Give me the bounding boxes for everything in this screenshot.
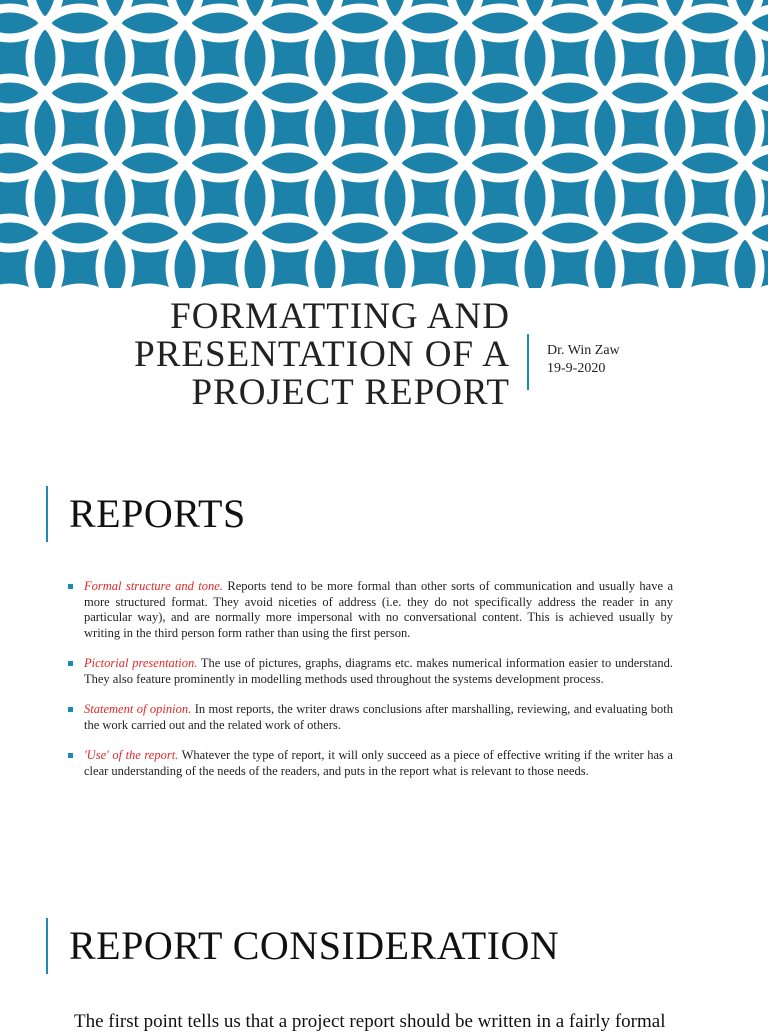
report-consideration-heading: REPORT CONSIDERATION (69, 923, 560, 968)
presentation-date: 19-9-2020 (547, 361, 606, 376)
consideration-accent-bar (46, 918, 48, 974)
reports-accent-bar (46, 486, 48, 542)
presentation-title (40, 298, 510, 412)
square-bullet-icon (68, 753, 73, 758)
reports-heading: REPORTS (69, 491, 246, 536)
bullet-term: Formal structure and tone. (84, 579, 223, 593)
consideration-body-text: The first point tells us that a project report should be written in a fairly formal (74, 1011, 666, 1032)
bullet-statement-of-opinion (66, 702, 673, 733)
reports-bullet-list (66, 579, 673, 794)
decorative-circle-pattern-banner (0, 0, 768, 288)
title-line: PRESENTATION OF A (134, 334, 510, 375)
bullet-text: The use of pictures, graphs, diagrams etc. makes numerical information easier to understand. They also feature prominently in modelling methods used throughout the systems development process. (84, 656, 673, 686)
bullet-formal-structure (66, 579, 673, 641)
author-info (547, 342, 620, 378)
bullet-term: Statement of opinion. (84, 702, 192, 716)
bullet-text: In most reports, the writer draws conclusions after marshalling, reviewing, and evaluating both the work carried out and the related work of others. (84, 702, 674, 732)
bullet-term: 'Use' of the report. (84, 748, 179, 762)
title-line: FORMATTING AND (170, 296, 510, 337)
bullet-use-of-report (66, 748, 673, 779)
bullet-term: Pictorial presentation. (84, 656, 198, 670)
square-bullet-icon (68, 584, 73, 589)
bullet-pictorial-presentation (66, 656, 673, 687)
square-bullet-icon (68, 707, 73, 712)
author-name: Dr. Win Zaw (547, 343, 620, 358)
title-line: PROJECT REPORT (191, 372, 510, 413)
title-divider (527, 334, 529, 390)
bullet-text: Whatever the type of report, it will only succeed as a piece of effective writing if the writer has a clear understanding of the needs of the readers, and puts in the report what is relevant to those needs. (84, 748, 673, 778)
square-bullet-icon (68, 661, 73, 666)
bullet-text: Reports tend to be more formal than other sorts of communication and usually have a more structured format. They avoid niceties of address (i.e. they do not specifically address the reader in any particular way), and are normally more impersonal with no conversational content. This is achieved usually by writing in the third person form rather than using the first person. (84, 579, 673, 640)
